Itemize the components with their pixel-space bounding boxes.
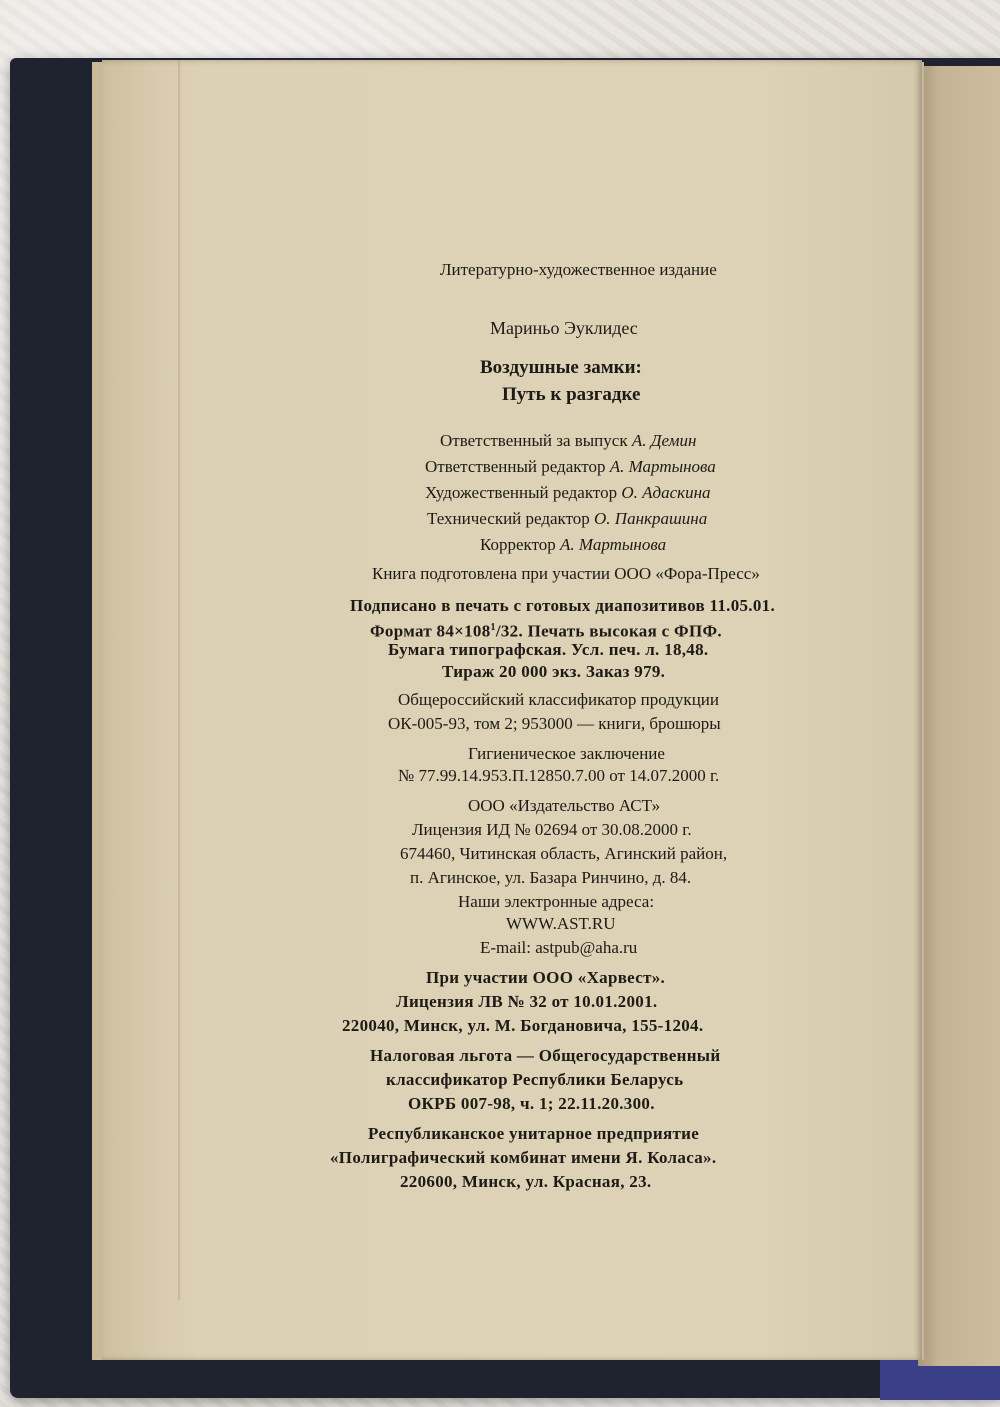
print-line: Тираж 20 000 экз. Заказ 979. bbox=[442, 662, 666, 681]
printer-line: Республиканское унитарное предприятие bbox=[368, 1124, 700, 1143]
publisher-line: Наши электронные адреса: bbox=[458, 892, 655, 911]
printer-line: «Полиграфический комбинат имени Я. Коласа». bbox=[330, 1148, 717, 1167]
website-link[interactable]: WWW.AST.RU bbox=[506, 914, 616, 933]
publisher-line: п. Агинское, ул. Базара Ринчино, д. 84. bbox=[410, 868, 692, 887]
tax-line: классификатор Республики Беларусь bbox=[386, 1070, 684, 1089]
facing-page bbox=[918, 66, 1000, 1366]
prepared-note: Книга подготовлена при участии ООО «Фора-Пресс» bbox=[372, 564, 760, 583]
tax-line: Налоговая льгота — Общегосударственный bbox=[370, 1046, 721, 1065]
author: Мариньо Эуклидес bbox=[490, 318, 638, 338]
credit-line: Ответственный редактор А. Мартынова bbox=[425, 457, 716, 476]
publisher-line: Лицензия ИД № 02694 от 30.08.2000 г. bbox=[412, 820, 692, 839]
classifier-line: Общероссийский классификатор продукции bbox=[398, 690, 719, 709]
tax-line: ОКРБ 007-98, ч. 1; 22.11.20.300. bbox=[408, 1094, 655, 1113]
hygiene-line: № 77.99.14.953.П.12850.7.00 от 14.07.2000 г. bbox=[398, 766, 720, 785]
classifier-line: ОК-005-93, том 2; 953000 — книги, брошюры bbox=[388, 714, 721, 733]
credit-line: Художественный редактор О. Адаскина bbox=[425, 483, 711, 502]
publisher-line: 674460, Читинская область, Агинский район, bbox=[400, 844, 728, 863]
harvest-line: Лицензия ЛВ № 32 от 10.01.2001. bbox=[396, 992, 658, 1011]
harvest-line: При участии ООО «Харвест». bbox=[426, 968, 666, 987]
format-line: Формат $84\times 108^1/32$. Печать высокая с ФПФ. bbox=[370, 621, 722, 641]
credit-line: Ответственный за выпуск А. Демин bbox=[440, 431, 697, 450]
print-line: Подписано в печать с готовых диапозитивов 11.05.01. bbox=[350, 596, 776, 615]
credit-line: Технический редактор О. Панкрашина bbox=[427, 509, 708, 528]
title-line-2: Путь к разгадке bbox=[502, 384, 641, 405]
credit-line: Корректор А. Мартынова bbox=[480, 535, 667, 554]
edition-type: Литературно-художественное издание bbox=[440, 260, 717, 279]
email-link[interactable]: E-mail: astpub@aha.ru bbox=[480, 938, 638, 957]
print-line: Бумага типографская. Усл. печ. л. 18,48. bbox=[388, 640, 709, 659]
title-line-1: Воздушные замки: bbox=[480, 357, 642, 378]
printer-line: 220600, Минск, ул. Красная, 23. bbox=[400, 1172, 652, 1191]
harvest-line: 220040, Минск, ул. М. Богдановича, 155-1204. bbox=[342, 1016, 704, 1035]
publisher-line: ООО «Издательство АСТ» bbox=[468, 796, 661, 815]
page-fold bbox=[178, 60, 181, 1300]
hygiene-line: Гигиеническое заключение bbox=[468, 744, 665, 763]
